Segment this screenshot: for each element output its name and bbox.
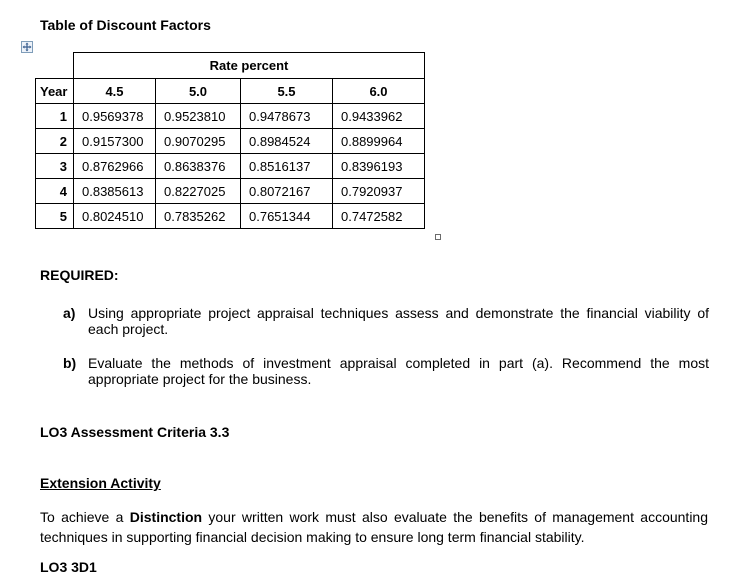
factor-cell: 0.8516137 (241, 154, 333, 179)
table-move-handle-icon[interactable] (21, 41, 33, 53)
required-item-b (63, 355, 709, 387)
table-title: Table of Discount Factors (40, 17, 211, 33)
table-row (36, 204, 425, 229)
criteria-code: LO3 3D1 (40, 559, 97, 575)
factor-cell: 0.9433962 (333, 104, 425, 129)
required-item-a (63, 305, 709, 337)
factor-cell: 0.9478673 (241, 104, 333, 129)
item-label: a) (63, 305, 76, 321)
table-row (36, 104, 425, 129)
factor-cell: 0.8984524 (241, 129, 333, 154)
factor-cell: 0.8396193 (333, 154, 425, 179)
factor-cell: 0.9070295 (156, 129, 241, 154)
discount-factors-table (35, 52, 425, 229)
factor-cell: 0.8227025 (156, 179, 241, 204)
factor-cell: 0.7651344 (241, 204, 333, 229)
table-resize-handle[interactable] (435, 234, 441, 240)
extension-activity-heading: Extension Activity (40, 475, 161, 491)
factor-cell: 0.8072167 (241, 179, 333, 204)
factor-cell: 0.7835262 (156, 204, 241, 229)
rate-header: 4.5 (74, 79, 156, 104)
factor-cell: 0.8638376 (156, 154, 241, 179)
distinction-word: Distinction (129, 509, 203, 525)
factor-cell: 0.8899964 (333, 129, 425, 154)
factor-cell: 0.8024510 (74, 204, 156, 229)
assessment-criteria: LO3 Assessment Criteria 3.3 (40, 424, 230, 440)
rate-header: 5.0 (156, 79, 241, 104)
item-text: Evaluate the methods of investment appraisal completed in part (a). Recommend the most appropriate project for the business. (88, 355, 709, 387)
year-cell: 4 (36, 179, 74, 204)
factor-cell: 0.9569378 (74, 104, 156, 129)
rate-header: 6.0 (333, 79, 425, 104)
table-row (36, 154, 425, 179)
factor-cell: 0.9157300 (74, 129, 156, 154)
table-row (36, 129, 425, 154)
factor-cell: 0.7472582 (333, 204, 425, 229)
item-text: Using appropriate project appraisal techniques assess and demonstrate the financial viability of each project. (88, 305, 709, 337)
required-heading: REQUIRED: (40, 267, 119, 283)
factor-cell: 0.7920937 (333, 179, 425, 204)
year-cell: 1 (36, 104, 74, 129)
rate-header: 5.5 (241, 79, 333, 104)
item-label: b) (63, 355, 77, 371)
year-cell: 2 (36, 129, 74, 154)
year-column-header: Year (36, 79, 74, 104)
table-row (36, 179, 425, 204)
factor-cell: 0.8762966 (74, 154, 156, 179)
year-cell: 5 (36, 204, 74, 229)
factor-cell: 0.9523810 (156, 104, 241, 129)
extension-activity-text (40, 507, 708, 547)
extension-text-suffix: your written work must also evaluate the benefits of management accounting techniques in supporting financial decision making to ensure long term financial stability. (40, 509, 709, 545)
factor-cell: 0.8385613 (74, 179, 156, 204)
year-cell: 3 (36, 154, 74, 179)
extension-text-prefix: To achieve a (40, 509, 130, 525)
rate-percent-header: Rate percent (74, 53, 425, 79)
